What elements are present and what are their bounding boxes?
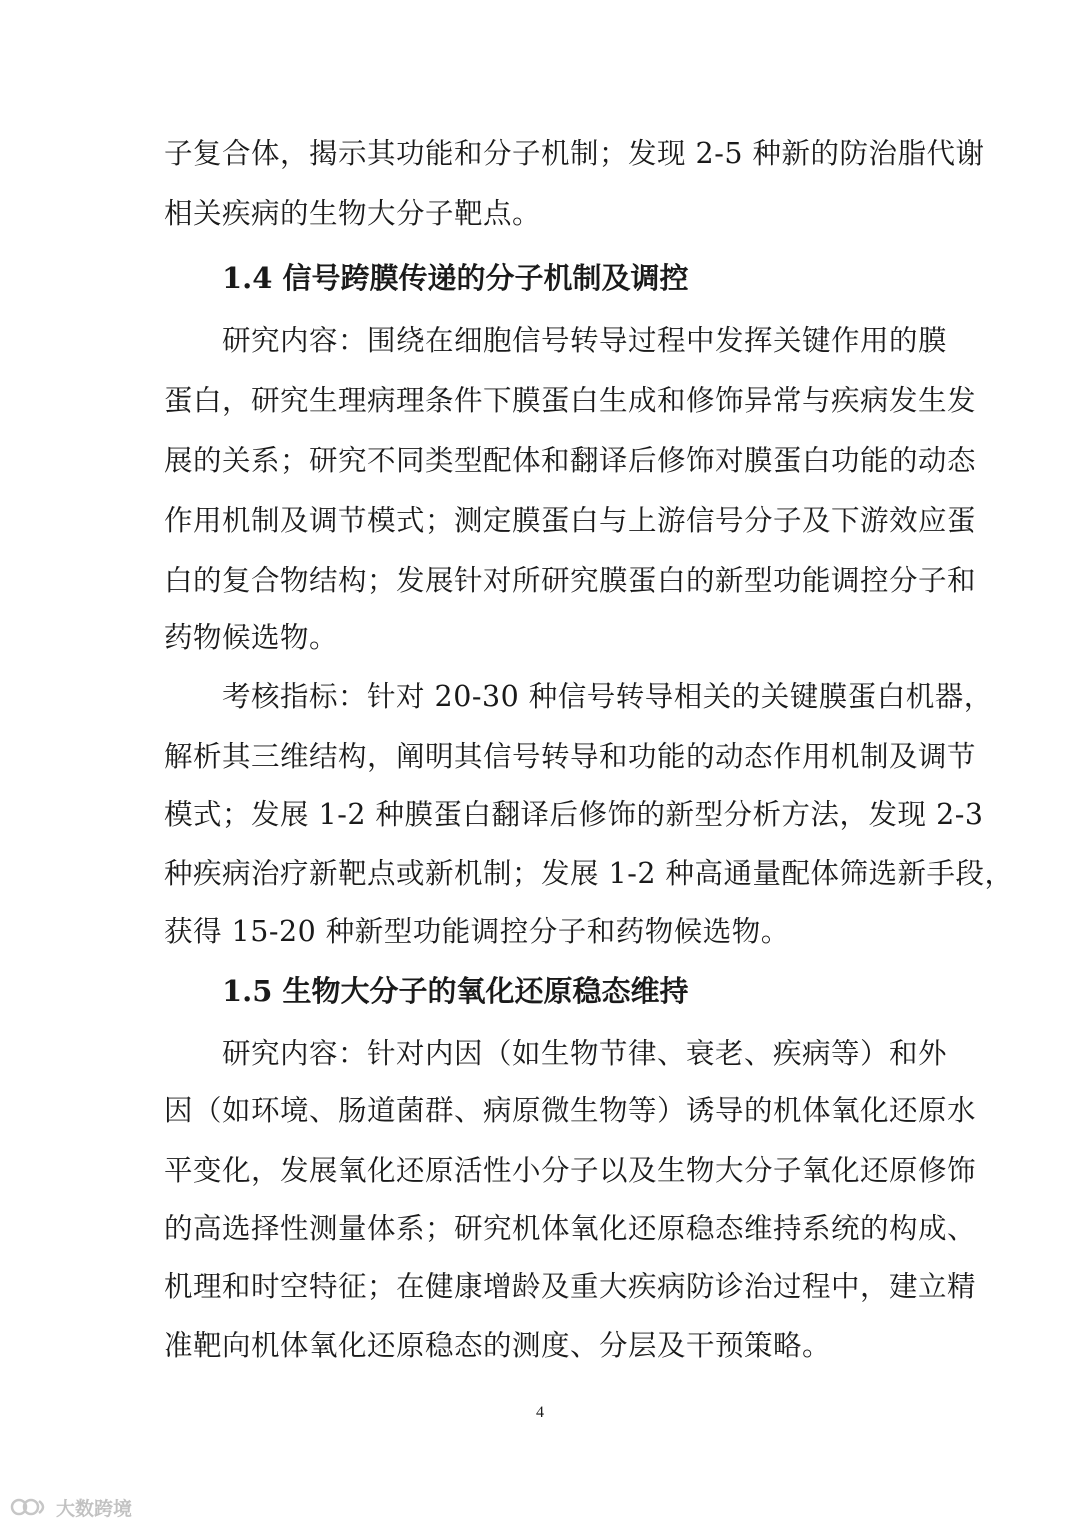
text-line: 获得 15-20 种新型功能调控分子和药物候选物。	[164, 915, 790, 948]
text-line: 解析其三维结构，阐明其信号转导和功能的动态作用机制及调节	[164, 740, 977, 773]
text-line: 平变化，发展氧化还原活性小分子以及生物大分子氧化还原修饰	[164, 1154, 977, 1187]
text-line: 蛋白，研究生理病理条件下膜蛋白生成和修饰异常与疾病发生发	[164, 384, 977, 417]
text-line: 展的关系；研究不同类型配体和翻译后修饰对膜蛋白功能的动态	[164, 444, 977, 477]
text-line: 种疾病治疗新靶点或新机制；发展 1-2 种高通量配体筛选新手段，	[164, 857, 1014, 890]
text-line: 模式；发展 1-2 种膜蛋白翻译后修饰的新型分析方法，发现 2-3	[164, 798, 984, 831]
text-line: 子复合体，揭示其功能和分子机制；发现 2-5 种新的防治脂代谢	[164, 137, 985, 170]
page-number: 4	[536, 1404, 544, 1421]
text-line: 考核指标：针对 20-30 种信号转导相关的关键膜蛋白机器，	[222, 680, 993, 713]
text-line: 相关疾病的生物大分子靶点。	[164, 197, 542, 230]
section-heading-1-5: 1.5 生物大分子的氧化还原稳态维持	[222, 974, 689, 1008]
logo-mark-icon	[10, 1495, 50, 1519]
text-line: 白的复合物结构；发展针对所研究膜蛋白的新型功能调控分子和	[164, 564, 977, 597]
text-line: 机理和时空特征；在健康增龄及重大疾病防诊治过程中，建立精	[164, 1270, 977, 1303]
text-line: 因（如环境、肠道菌群、病原微生物等）诱导的机体氧化还原水	[164, 1094, 977, 1127]
text-line: 研究内容：围绕在细胞信号转导过程中发挥关键作用的膜	[222, 324, 948, 357]
text-line: 的高选择性测量体系；研究机体氧化还原稳态维持系统的构成、	[164, 1212, 977, 1245]
section-heading-1-4: 1.4 信号跨膜传递的分子机制及调控	[222, 261, 689, 295]
watermark-text: 大数跨境	[56, 1497, 133, 1520]
text-line: 准靶向机体氧化还原稳态的测度、分层及干预策略。	[164, 1329, 832, 1362]
watermark	[10, 1493, 132, 1521]
text-line: 作用机制及调节模式；测定膜蛋白与上游信号分子及下游效应蛋	[164, 504, 977, 537]
text-line: 研究内容：针对内因（如生物节律、衰老、疾病等）和外	[222, 1037, 948, 1070]
text-line: 药物候选物。	[164, 621, 339, 654]
